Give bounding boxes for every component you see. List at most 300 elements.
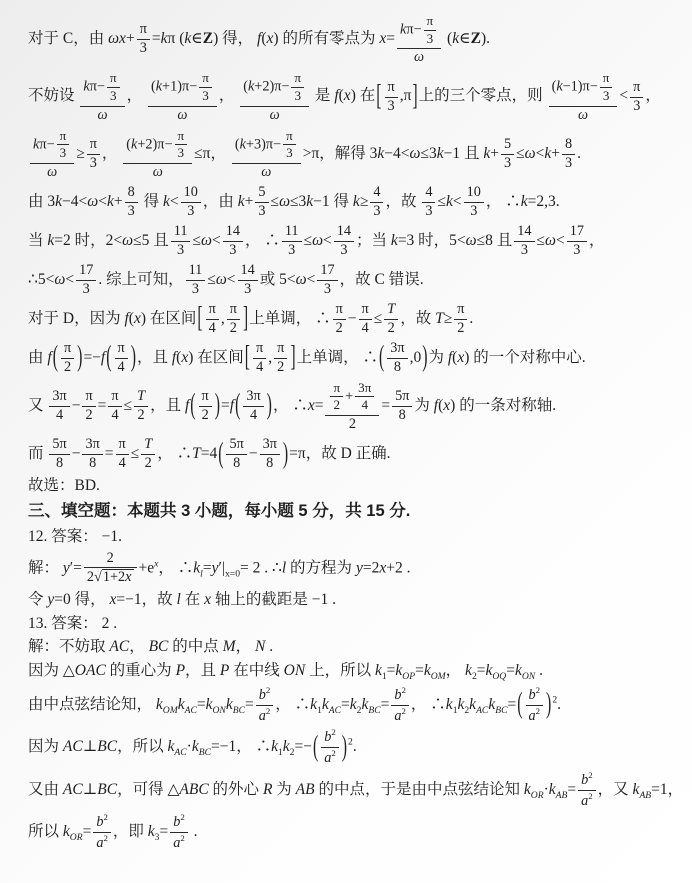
text-run: 2 [106,549,114,566]
math-line-section-heading [28,500,672,523]
subscript: 1 [452,704,458,716]
text-run: < [226,270,236,288]
text-run: π− [39,136,55,153]
denominator [274,359,287,376]
text-run: 4 [361,319,369,336]
numerator [514,224,534,242]
denominator [333,320,346,337]
variable-italic: T [192,445,201,463]
variable-italic: f [229,396,235,414]
big-bracket: ] [412,80,418,112]
fraction [108,389,121,424]
variable-italic: k [83,78,90,95]
denominator [175,145,188,161]
math-line-d-monotonic [28,301,672,338]
numerator [116,437,129,455]
variable-italic: BC [148,638,169,656]
text-run: 13. 答案： 2 . [28,614,118,632]
text-run: =2 时，2< [54,232,123,249]
fraction [227,302,240,337]
text-run: 4 [111,406,119,423]
superscript: 2 [103,812,108,823]
variable-italic: x [379,30,387,48]
text-run: 为 [414,396,434,414]
numerator [141,437,155,455]
text-run: 12. 答案： −1. [28,528,122,546]
text-run: ) 在区间 [140,309,197,327]
variable-italic: f [257,30,262,48]
text-run: 3π [246,387,261,404]
text-run: 5π [52,436,67,453]
variable-italic: b [581,771,589,788]
denominator [384,320,398,337]
fraction [82,389,95,424]
text-run: 的重心为 [105,661,176,679]
numerator [137,22,150,40]
variable-italic: k [390,232,398,249]
numerator [359,302,372,320]
denominator [137,40,150,57]
text-run: =− [294,738,312,756]
text-run: = [202,559,212,577]
text-run: 不妨设 [28,87,79,105]
text-run: π [63,339,72,356]
subscript: x=0 [224,568,240,580]
text-run: ，故 [400,309,436,327]
text-run: 3 [373,203,381,219]
variable-italic: ω [54,270,66,288]
big-bracket: ) [130,341,136,374]
text-run: ( [443,30,453,48]
variable-italic: k [457,695,465,713]
denominator [422,203,435,220]
numerator [125,185,138,203]
text-run: ≤ [123,396,133,414]
fraction [325,380,379,433]
variable-italic: f [171,348,177,366]
variable-italic: a [324,749,332,766]
text-run: + [345,388,354,405]
text-run: π [426,13,434,28]
text-run: 2 [229,319,237,336]
text-run: 上单调， ∴ [296,348,378,366]
text-run: π [333,379,341,395]
subscript-italic: AC [476,704,489,716]
variable-italic: b [258,686,266,703]
text-run: + [244,193,254,211]
subscript: 2 [464,704,470,716]
text-run: , [220,309,225,327]
superscript: 2 [401,684,406,695]
subscript-italic: ON [521,670,536,682]
text-run: 由 [28,348,48,366]
variable-italic: a [528,707,536,724]
text-run: π ( [167,30,185,48]
subscript: 3 [154,832,160,844]
fraction [107,71,120,103]
fraction [170,813,188,851]
text-run: = [196,695,206,713]
text-run: 10 [466,184,481,201]
text-run: π [294,70,302,86]
variable-italic: k [184,30,192,48]
numerator [206,302,219,320]
text-run: ， ∴ [272,396,308,414]
text-run: 11 [188,261,203,278]
text-run: ，可得 △ [117,780,180,798]
text-run: 又 [28,396,48,414]
text-run: 8 [565,135,573,152]
text-run: ≤ [207,270,216,288]
text-run: 3π [262,436,277,453]
text-run: < [535,144,545,162]
text-run: ( [338,87,344,105]
text-run: 2 [457,319,465,336]
variable-italic: x [266,30,274,48]
variable-italic: k [160,30,168,48]
text-run: 10 [183,184,198,201]
math-line-q13-midpoint-chord [28,685,672,725]
superscript: 2 [103,832,108,843]
denominator [253,359,266,376]
denominator [464,203,484,220]
big-bracket: ( [52,341,58,374]
variable-italic: k [271,738,278,756]
fraction [454,302,467,337]
text-run: 2 [277,358,285,375]
numerator [148,70,217,106]
text-run: ≤ [130,445,140,463]
bold-symbol: Z [470,30,481,48]
numerator [82,437,102,455]
denominator [199,407,212,424]
variable-italic: k [556,78,563,95]
denominator [115,359,128,376]
text-run: + [125,30,135,48]
text-run: ∴5< [28,270,55,288]
fraction [321,728,339,766]
text-run: ， [101,144,122,162]
text-run: +2)π− [254,78,290,95]
text-run: 14 [240,261,255,278]
text-run: 5 [258,184,266,201]
fraction [562,137,575,172]
variable-italic: k [349,695,357,713]
text-run: π− [89,78,105,95]
fraction [186,263,206,298]
text-run: π [633,78,641,95]
variable-italic: a [96,834,104,851]
variable-italic: ω [465,232,477,249]
text-run: 3 [520,241,528,258]
text-run: ∈ [191,30,203,48]
variable-italic: k [310,695,318,713]
denominator [562,155,575,172]
variable-italic: k [548,780,556,798]
denominator [148,107,217,124]
text-run: π [201,387,209,404]
text-run: ,0 [409,348,422,366]
fraction [526,686,544,724]
text-run: 3 [387,97,395,114]
big-bracket: ) [422,341,428,374]
text-run: 因为 △ [28,661,75,679]
denominator [255,203,268,220]
text-run: 3 [244,280,252,297]
numerator [49,437,69,455]
variable-italic: k [544,144,552,162]
text-run: 3 [602,88,610,104]
text-run: = [386,30,395,48]
subscript-italic: AC [328,704,342,716]
text-run: 4 [208,319,216,336]
numerator [240,70,309,106]
text-run: ，又 [597,780,633,798]
fraction [123,128,192,181]
subscript-italic: OP [402,670,416,682]
denominator [567,242,587,259]
numerator [226,437,246,455]
variable-italic: ON [283,661,306,679]
text-run: π [118,436,126,453]
text-run: ≤ [437,193,446,211]
text-run: π [111,387,119,404]
text-run: =π，故 D 正确. [289,445,391,463]
text-run: ′= [69,559,82,577]
denominator [206,320,219,337]
text-run: − [347,309,357,327]
denominator [317,281,337,298]
subscript-italic: OM [430,670,446,682]
text-run: = [97,396,107,414]
text-run: ( [551,78,557,95]
text-run: 故选：BD. [28,477,100,494]
variable-italic: k [155,78,163,95]
text-run: = [159,823,169,841]
fraction [501,137,514,172]
variable-italic: ABC [179,780,209,798]
subscript-italic: AB [639,789,652,801]
text-run: ， [218,87,239,105]
variable-italic: k [488,695,496,713]
text-run: < [169,193,179,211]
text-run: 3 [82,280,90,297]
text-run: = [82,823,92,841]
text-run: 1+2 [102,569,126,586]
math-line-c-inequalities [28,127,672,182]
text-run: 在中线 [229,661,284,679]
variable-italic: x [119,30,126,48]
text-run: . [469,309,474,327]
fraction [385,80,398,115]
text-run: 8 [89,455,97,472]
variable-italic: b [324,729,332,746]
variable-italic: k [520,193,528,211]
denominator [397,49,441,66]
text-run: 3 [504,154,512,171]
variable-italic: k [62,823,70,841]
text-run: π [89,135,97,152]
variable-italic: b [173,813,181,830]
big-bracket: ( [190,389,196,422]
numerator [227,302,240,320]
text-run: 3 [258,203,266,219]
variable-italic: f [47,348,52,366]
denominator [49,455,69,472]
big-bracket: ( [378,341,385,374]
text-run: =3 时，5< [397,232,466,249]
variable-italic: x [307,396,315,414]
numerator [392,389,412,407]
variable-italic: a [173,834,181,851]
numerator [370,185,383,203]
text-run: π [457,300,465,317]
denominator [107,88,120,104]
variable-italic: ω [122,232,134,249]
text-run: 3 [229,241,237,258]
text-run: 由 3 [28,193,56,211]
fraction [87,137,100,172]
variable-italic: k [377,144,385,162]
text-run: =2 [362,559,380,577]
text-run: 由中点弦结论知， [28,695,156,713]
text-run: 轴上的截距是 −1 . [211,591,336,609]
fraction [116,437,129,472]
big-bracket: [ [197,302,203,335]
fraction [148,70,217,123]
text-run: < [452,193,462,211]
text-run: π [387,78,395,95]
numerator [422,185,435,203]
variable-italic: x [443,396,451,414]
text-run: 为 [428,348,448,366]
text-run: ≥ [443,309,453,327]
fraction [253,341,266,376]
text-run: ， ∴ [244,232,280,249]
text-run: +2)π− [137,136,173,153]
numerator [199,71,212,88]
denominator [170,833,188,852]
math-line-q13-midpoints [28,636,672,657]
numerator [123,128,192,164]
variable-italic: x [125,569,132,586]
numerator [333,302,346,320]
big-bracket: ] [242,302,249,335]
text-run: 2 [335,319,343,336]
text-run: π [277,339,285,356]
text-run: . [189,823,198,841]
fraction [256,686,274,724]
fraction [387,341,407,376]
radicand [102,569,134,586]
denominator [226,455,246,472]
text-run: ≤5 且 [133,232,169,249]
subscript-italic: l [200,568,203,580]
text-run: 又由 [28,780,63,798]
fraction [134,389,148,424]
text-run: . [535,661,543,679]
text-run: < [306,270,316,288]
denominator [630,98,643,115]
numerator [387,341,407,359]
subscript-italic: OR [69,832,83,844]
numerator [134,389,148,407]
text-run: ；当 [356,232,391,249]
text-run: ， [235,638,255,656]
variable-italic: k [55,193,63,211]
fraction [125,185,138,220]
denominator [392,407,412,424]
text-run: = [506,661,515,679]
text-run: 5π [229,436,244,453]
math-line-q13-k3-result [28,812,672,852]
subscript: 2 [471,670,477,682]
text-run: · [543,780,549,798]
text-run: 2 [333,397,341,413]
numerator [330,381,343,398]
fraction [84,551,137,587]
text-run: π [229,300,237,317]
text-run: =4 [200,445,218,463]
text-run: = [386,661,396,679]
text-run: 2 [201,406,209,423]
text-run: 解：不妨取 [28,638,110,656]
variable-italic: k [193,559,201,577]
text-run: 2 [348,416,356,433]
variable-italic: b [528,686,536,703]
variable-italic: k [47,232,55,249]
numerator [391,686,409,706]
text-run: 上，所以 [305,661,375,679]
variable-italic: ω [295,270,307,288]
text-run: 4 [117,358,125,375]
text-run: ) 的一个对称中心. [464,348,586,366]
text-run: ， ∴ [275,695,311,713]
variable-italic: k [247,78,255,95]
text-run: 4 [256,358,264,375]
variable-italic: y [355,559,363,577]
text-run: 因为 [28,738,63,756]
text-run: 3 [286,145,293,161]
text-run: ) 的一条对称轴. [450,396,557,414]
fraction [317,263,337,298]
variable-italic: AC [62,780,83,798]
variable-italic: y [47,591,55,609]
subscript: 1 [277,747,283,759]
numerator [199,389,212,407]
fraction [49,437,69,472]
denominator [61,359,74,376]
denominator [80,107,124,124]
text-run: 3 [59,145,67,161]
denominator [87,155,100,172]
fraction [232,128,301,181]
variable-italic: k [205,695,213,713]
text-run: =1， [651,780,684,798]
text-run: 三、填空题：本题共 3 小题，每小题 5 分，共 15 分. [28,502,411,521]
denominator [134,407,148,424]
math-line-answer-choice [28,475,672,496]
numerator [30,128,74,164]
text-run: 3 [288,241,296,258]
fraction [392,389,412,424]
text-run: 3 [177,145,185,161]
variable-italic: x [204,591,211,609]
variable-italic: k [445,193,453,211]
numerator [76,263,96,281]
fraction [223,224,243,259]
fraction [82,437,102,472]
